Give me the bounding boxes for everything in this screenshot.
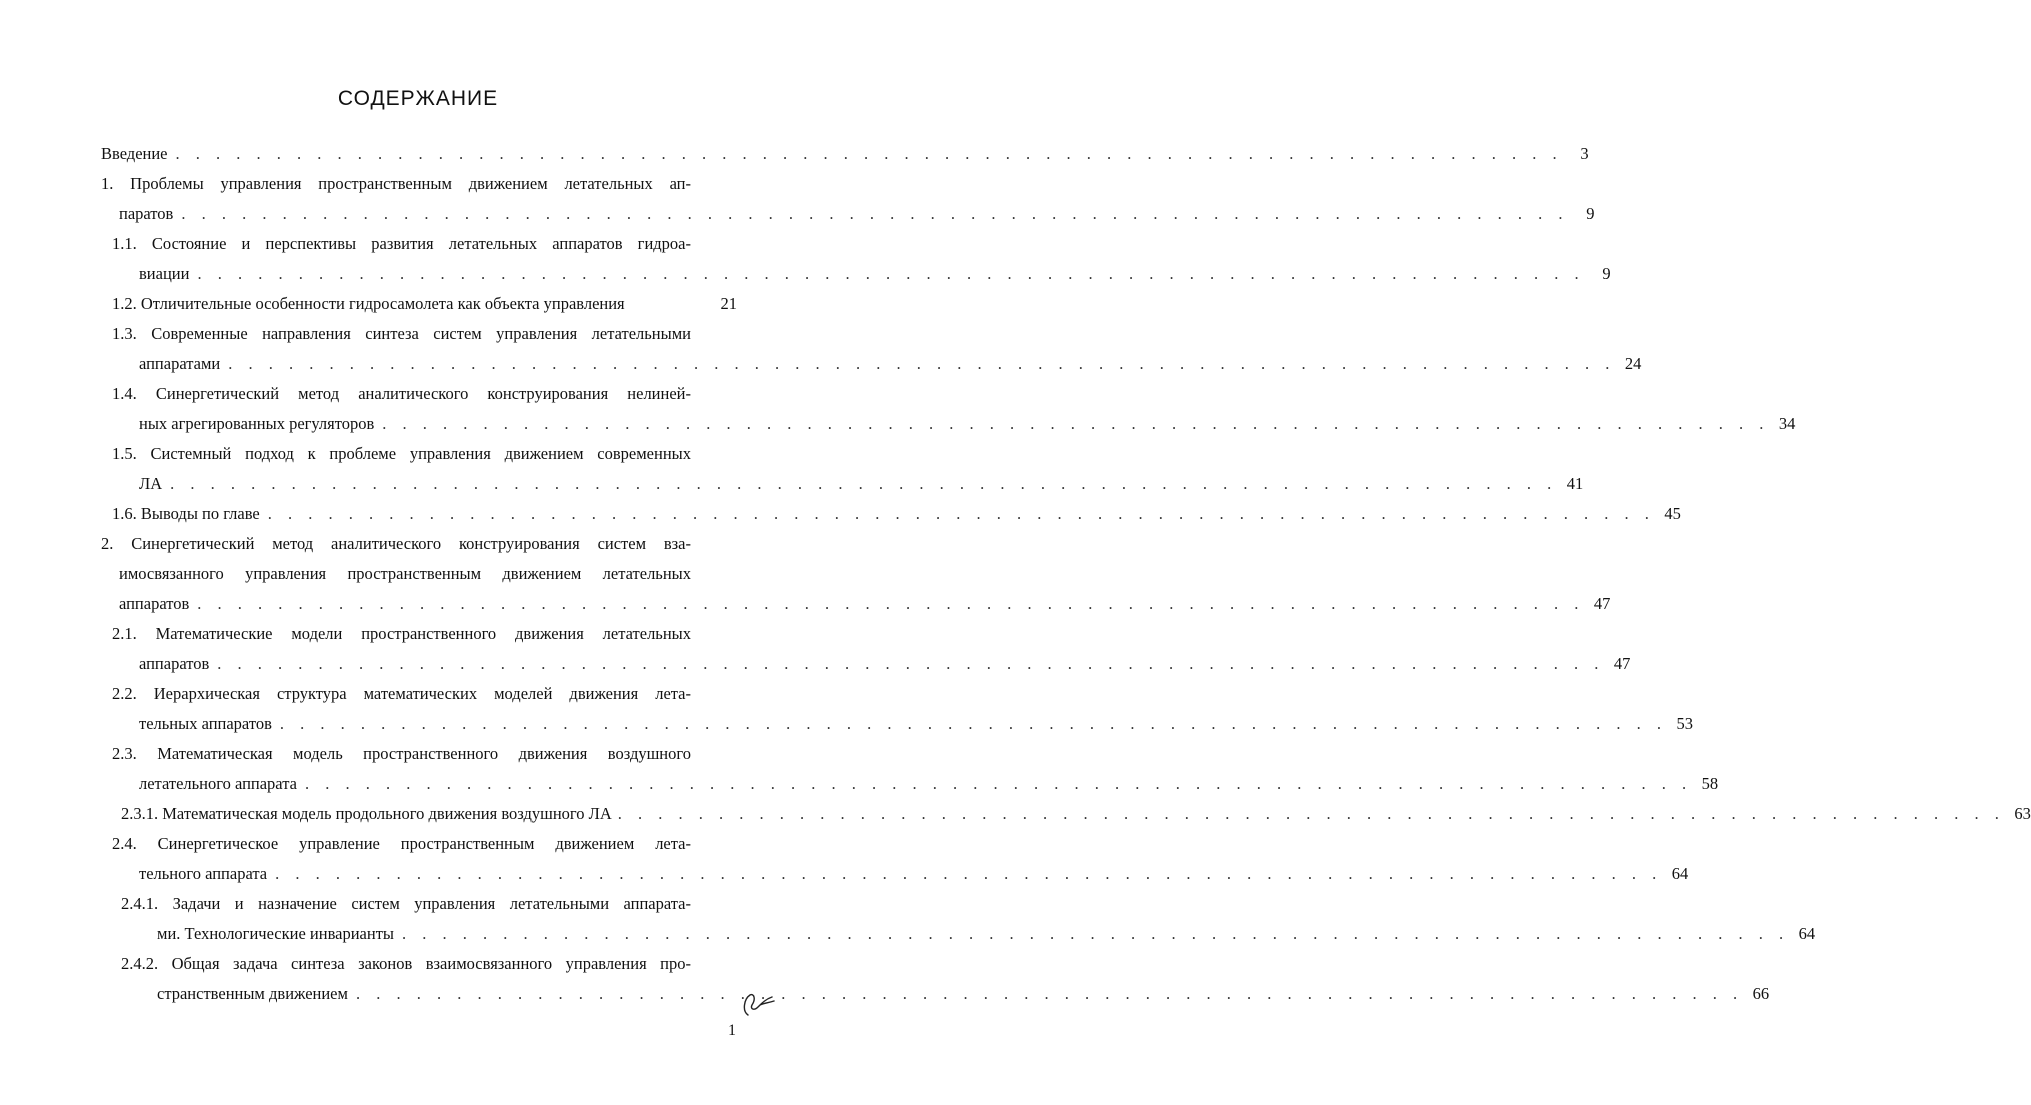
toc-entry-text: странственным движением bbox=[157, 984, 348, 1003]
toc-entry-2-4-line2[interactable] bbox=[139, 859, 1689, 889]
leader-dots: . . . . . . . . . . . . . . . . . . . . . . . . . . . . . . . . . . . . . . . . . . . . . . . . . . . . . . . . . . . . . . . . . . . . . bbox=[617, 804, 2005, 823]
page-number: 1 bbox=[728, 1022, 736, 1039]
leader-dots: . . . . . . . . . . . . . . . . . . . . . . . . . . . . . . . . . . . . . . . . . . . . . . . . . . . . . . . . . . . . . . . . . . . . . bbox=[267, 504, 1655, 523]
toc-entry-text: аппаратов bbox=[119, 594, 190, 613]
toc-entry-2-4-2-line2[interactable] bbox=[157, 979, 1770, 1009]
toc-entry-1-3-line2[interactable] bbox=[139, 349, 1642, 379]
leader-dots: . . . . . . . . . . . . . . . . . . . . . . . . . . . . . . . . . . . . . . . . . . . . . . . . . . . . . . . . . . . . . . . . . . . . . bbox=[275, 864, 1663, 883]
toc-page-number: 9 bbox=[1602, 264, 1611, 283]
leader-dots: . . . . . . . . . . . . . . . . . . . . . . . . . . . . . . . . . . . . . . . . . . . . . . . . . . . . . . . . . . . . . . . . . . . . . bbox=[217, 654, 1605, 673]
toc-page-number: 58 bbox=[1701, 774, 1719, 793]
toc-entry-2-2-line2[interactable] bbox=[139, 709, 1693, 739]
toc-entry-text: 1.2. Отличительные особенности гидросамолета как объекта управления bbox=[112, 294, 625, 313]
toc-entry-2-4-line1[interactable]: 2.4. Синергетическое управление пространственным движением лета- bbox=[112, 834, 691, 853]
toc-entry-text: ЛА bbox=[139, 474, 163, 493]
toc-entry-1-line2[interactable] bbox=[119, 199, 1595, 229]
leader-dots: . . . . . . . . . . . . . . . . . . . . . . . . . . . . . . . . . . . . . . . . . . . . . . . . . . . . . . . . . . . . . . . . . . . . . bbox=[170, 474, 1558, 493]
toc-entry-1-5-line2[interactable] bbox=[139, 469, 1584, 499]
toc-entry-1-2[interactable] bbox=[112, 289, 737, 319]
toc-entry-text: виации bbox=[139, 264, 190, 283]
leader-dots: . . . . . . . . . . . . . . . . . . . . . . . . . . . . . . . . . . . . . . . . . . . . . . . . . . . . . . . . . . . . . . . . . . . . . bbox=[304, 774, 1693, 793]
handwritten-initials-icon bbox=[738, 985, 778, 1019]
toc-page-number: 34 bbox=[1778, 414, 1796, 433]
toc-entry-1-5-line1[interactable]: 1.5. Системный подход к проблеме управления движением современных bbox=[112, 444, 691, 463]
toc-entry-1-3-line1[interactable]: 1.3. Современные направления синтеза систем управления летательными bbox=[112, 324, 691, 343]
toc-entry-1-1-line2[interactable] bbox=[139, 259, 1611, 289]
toc-entry-2-2-line1[interactable]: 2.2. Иерархическая структура математических моделей движения лета- bbox=[112, 684, 691, 703]
leader-dots: . . . . . . . . . . . . . . . . . . . . . . . . . . . . . . . . . . . . . . . . . . . . . . . . . . . . . . . . . . . . . . . . . . . . . bbox=[402, 924, 1790, 943]
toc-page-number: 63 bbox=[2014, 804, 2031, 823]
toc-entry-text: аппаратов bbox=[139, 654, 210, 673]
toc-entry-1-6[interactable] bbox=[112, 499, 1681, 529]
toc-entry-2-4-1-line2[interactable] bbox=[157, 919, 1816, 949]
toc-page-number: 64 bbox=[1671, 864, 1689, 883]
toc-page-number: 64 bbox=[1798, 924, 1816, 943]
toc-entry-text: тельного аппарата bbox=[139, 864, 268, 883]
toc-entry-text: ных агрегированных регуляторов bbox=[139, 414, 375, 433]
toc-entry-1-4-line1[interactable]: 1.4. Синергетический метод аналитического конструирования нелиней- bbox=[112, 384, 691, 403]
toc-entry-2-3-line2[interactable] bbox=[139, 769, 1719, 799]
toc-entry-text: ми. Технологические инварианты bbox=[157, 924, 395, 943]
toc-entry-text: 1.6. Выводы по главе bbox=[112, 504, 260, 523]
toc-entry-text: летательного аппарата bbox=[139, 774, 297, 793]
toc-page-number: 45 bbox=[1664, 504, 1681, 523]
toc-page-number: 53 bbox=[1676, 714, 1693, 733]
toc-entry-text: Введение bbox=[101, 144, 168, 163]
leader-dots: . . . . . . . . . . . . . . . . . . . . . . . . . . . . . . . . . . . . . . . . . . . . . . . . . . . . . . . . . . . . . . . . . . . . . bbox=[181, 204, 1569, 223]
toc-entry-2-line2[interactable]: имосвязанного управления пространственным движением летательных bbox=[119, 564, 691, 583]
toc-entry-text: аппаратами bbox=[139, 354, 221, 373]
leader-dots: . . . . . . . . . . . . . . . . . . . . . . . . . . . . . . . . . . . . . . . . . . . . . . . . . . . . . . . . . . . . . . . . . . . . . bbox=[382, 414, 1770, 433]
toc-page-number: 3 bbox=[1580, 144, 1589, 163]
leader-dots: . . . . . . . . . . . . . . . . . . . . . . . . . . . . . . . . . . . . . . . . . . . . . . . . . . . . . . . . . . . . . . . . . . . . . bbox=[175, 144, 1563, 163]
toc-entry-2-line1[interactable]: 2. Синергетический метод аналитического конструирования систем вза- bbox=[101, 534, 691, 553]
toc-entry-2-3-1[interactable] bbox=[121, 799, 2031, 829]
toc-entry-1-4-line2[interactable] bbox=[139, 409, 1796, 439]
toc-entry-2-line3[interactable] bbox=[119, 589, 1611, 619]
toc-entry-introduction[interactable] bbox=[101, 139, 1589, 169]
toc-page-number: 41 bbox=[1566, 474, 1584, 493]
toc-entry-text: паратов bbox=[119, 204, 174, 223]
leader-dots: . . . . . . . . . . . . . . . . . . . . . . . . . . . . . . . . . . . . . . . . . . . . . . . . . . . . . . . . . . . . . . . . . . . . . bbox=[279, 714, 1667, 733]
leader-dots: . . . . . . . . . . . . . . . . . . . . . . . . . . . . . . . . . . . . . . . . . . . . . . . . . . . . . . . . . . . . . . . . . . . . . bbox=[355, 984, 1744, 1003]
leader-dots: . . . . . . . . . . . . . . . . . . . . . . . . . . . . . . . . . . . . . . . . . . . . . . . . . . . . . . . . . . . . . . . . . . . . . bbox=[197, 594, 1585, 613]
toc-entry-text: тельных аппаратов bbox=[139, 714, 272, 733]
toc-entry-2-1-line2[interactable] bbox=[139, 649, 1631, 679]
leader-dots: . . . . . . . . . . . . . . . . . . . . . . . . . . . . . . . . . . . . . . . . . . . . . . . . . . . . . . . . . . . . . . . . . . . . . bbox=[197, 264, 1585, 283]
toc-entry-1-1-line1[interactable]: 1.1. Состояние и перспективы развития летательных аппаратов гидроа- bbox=[112, 234, 691, 253]
toc-page-number: 21 bbox=[720, 294, 737, 313]
page-title: СОДЕРЖАНИЕ bbox=[337, 87, 499, 110]
leader-dots: . . . . . . . . . . . . . . . . . . . . . . . . . . . . . . . . . . . . . . . . . . . . . . . . . . . . . . . . . . . . . . . . . . . . . bbox=[228, 354, 1616, 373]
toc-entry-2-4-2-line1[interactable]: 2.4.2. Общая задача синтеза законов взаимосвязанного управления про- bbox=[121, 954, 691, 973]
toc-page-number: 47 bbox=[1613, 654, 1631, 673]
toc-page-number: 47 bbox=[1593, 594, 1611, 613]
toc-entry-2-1-line1[interactable]: 2.1. Математические модели пространственного движения летательных bbox=[112, 624, 691, 643]
toc-entry-text: 2.3.1. Математическая модель продольного движения воздушного ЛА bbox=[121, 804, 612, 823]
toc-entry-2-4-1-line1[interactable]: 2.4.1. Задачи и назначение систем управления летательными аппарата- bbox=[121, 894, 691, 913]
toc-entry-2-3-line1[interactable]: 2.3. Математическая модель пространственного движения воздушного bbox=[112, 744, 691, 763]
toc-page-number: 66 bbox=[1752, 984, 1770, 1003]
toc-page-number: 9 bbox=[1586, 204, 1595, 223]
toc-entry-1-line1[interactable]: 1. Проблемы управления пространственным движением летательных ап- bbox=[101, 174, 691, 193]
toc-page-number: 24 bbox=[1624, 354, 1642, 373]
